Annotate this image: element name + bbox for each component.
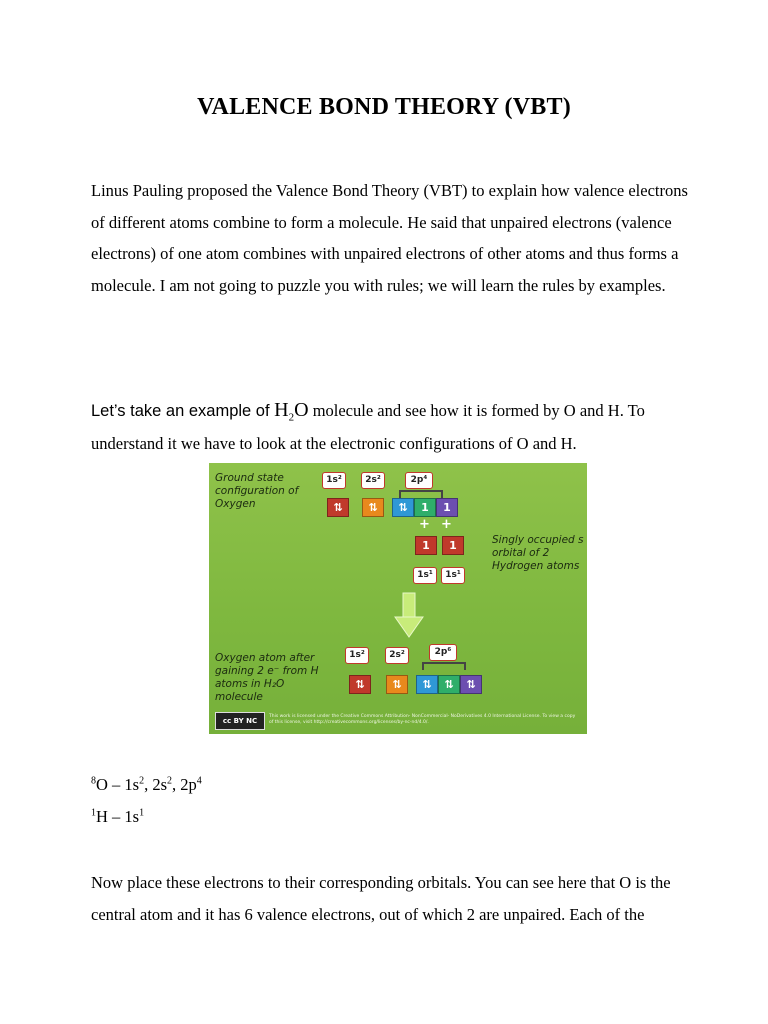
orbital-box-2s: ⇅ bbox=[362, 498, 384, 517]
ground-state-label: Ground state configuration of Oxygen bbox=[215, 472, 299, 510]
tag-1s-bottom: 1s² bbox=[345, 647, 369, 664]
hydrogen-config-1s: H – 1s bbox=[96, 807, 140, 826]
orbital-box-2px: ⇅ bbox=[392, 498, 414, 517]
creative-commons-badge: cc BY NC ND bbox=[215, 712, 265, 730]
hydrogen-atomic-number: 1 bbox=[91, 807, 96, 819]
oxygen-configuration bbox=[91, 775, 202, 795]
orbital-box-1s-bottom: ⇅ bbox=[349, 675, 371, 694]
orbital-box-1s: ⇅ bbox=[327, 498, 349, 517]
license-strip bbox=[215, 712, 581, 741]
molecule-subscript: 2 bbox=[288, 411, 295, 424]
example-rest: molecule and see how it is formed by O and H. To understand it we have to look at the electronic configurations of O and H. bbox=[91, 401, 645, 453]
tag-2p-bottom: 2p⁶ bbox=[429, 644, 457, 661]
tag-1s-top: 1s² bbox=[322, 472, 346, 489]
plus-sign-1: + bbox=[419, 517, 430, 532]
orbital-box-2pz: 1 bbox=[436, 498, 458, 517]
tag-2s-bottom: 2s² bbox=[385, 647, 409, 664]
oxygen-atomic-number: 8 bbox=[91, 775, 96, 787]
tag-1s-h1: 1s¹ bbox=[413, 567, 437, 584]
orbital-box-2s-bottom: ⇅ bbox=[386, 675, 408, 694]
singly-occupied-label: Singly occupied s orbital of 2 Hydrogen atoms bbox=[492, 534, 584, 572]
example-paragraph bbox=[91, 395, 691, 459]
tag-2p-top: 2p⁴ bbox=[405, 472, 433, 489]
oxygen-config-1s-sup: 2 bbox=[139, 775, 145, 787]
orbital-diagram-figure bbox=[209, 463, 587, 741]
example-lead: Let’s take an example of bbox=[91, 402, 275, 420]
oxygen-config-2p-sup: 4 bbox=[196, 775, 202, 787]
tag-1s-h2: 1s¹ bbox=[441, 567, 465, 584]
intro-paragraph: Linus Pauling proposed the Valence Bond Theory (VBT) to explain how valence electrons of different atoms combine to form a molecule. He said that unpaired electrons (valence electrons) of one atom combines with unpaired electrons of other atoms and thus forms a molecule. I am not going to puzzle you with rules; we will learn the rules by examples. bbox=[91, 181, 688, 295]
hydrogen-box-2: 1 bbox=[442, 536, 464, 555]
orbital-box-2py-bottom: ⇅ bbox=[438, 675, 460, 694]
closing-paragraph: Now place these electrons to their corresponding orbitals. You can see here that O is the central atom and it has 6 valence electrons, out of which 2 are unpaired. Each of the bbox=[91, 873, 671, 924]
molecule-h: H bbox=[274, 399, 289, 421]
after-gain-label: Oxygen atom after gaining 2 e⁻ from H atoms in H₂O molecule bbox=[215, 652, 319, 703]
hydrogen-config-1s-sup: 1 bbox=[139, 807, 145, 819]
tag-2s-top: 2s² bbox=[361, 472, 385, 489]
orbital-box-2pz-bottom: ⇅ bbox=[460, 675, 482, 694]
bracket-top bbox=[399, 490, 443, 498]
oxygen-config-2s: , 2s bbox=[144, 775, 168, 794]
page-title: VALENCE BOND THEORY (VBT) bbox=[197, 94, 571, 120]
oxygen-config-1s: O – 1s bbox=[96, 775, 140, 794]
bracket-bottom bbox=[422, 662, 466, 670]
oxygen-config-2s-sup: 2 bbox=[167, 775, 173, 787]
oxygen-config-2p: , 2p bbox=[172, 775, 197, 794]
orbital-box-2px-bottom: ⇅ bbox=[416, 675, 438, 694]
plus-sign-2: + bbox=[441, 517, 452, 532]
hydrogen-configuration bbox=[91, 807, 144, 827]
license-text: This work is licensed under the Creative Commons Attribution- NonCommercial- NoDerivatives 4.0 International License. To view a copy of this license, visit http://creativecommons.org/licenses/by-nc-nd/4.0/. bbox=[269, 714, 576, 725]
molecule-o: O bbox=[294, 399, 309, 421]
hydrogen-box-1: 1 bbox=[415, 536, 437, 555]
orbital-box-2py: 1 bbox=[414, 498, 436, 517]
down-arrow-icon bbox=[395, 593, 423, 639]
